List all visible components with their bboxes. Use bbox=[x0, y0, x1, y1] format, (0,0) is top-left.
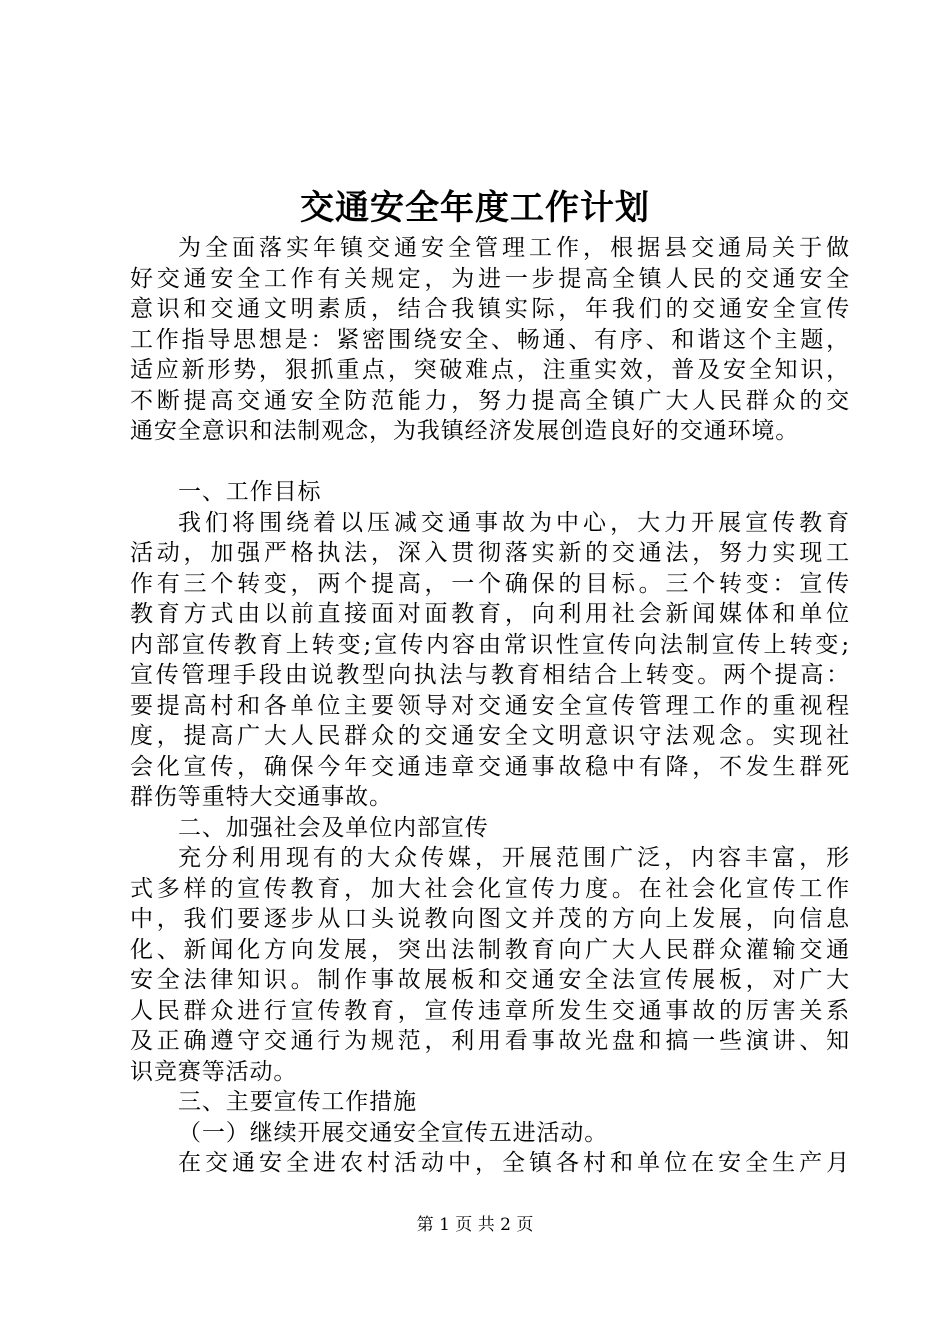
section-heading: 一、工作目标 bbox=[178, 479, 322, 505]
text-line: 作有三个转变，两个提高，一个确保的目标。三个转变：宣传 bbox=[130, 570, 850, 597]
text-line: 及正确遵守交通行为规范，利用看事故光盘和搞一些演讲、知 bbox=[130, 1028, 850, 1054]
text-line: 中，我们要逐步从口头说教向图文并茂的方向上发展，向信息 bbox=[130, 906, 850, 932]
text-line: 在交通安全进农村活动中，全镇各村和单位在安全生产月 bbox=[178, 1150, 850, 1176]
text-line: 意识和交通文明素质，结合我镇实际，年我们的交通安全宣传 bbox=[130, 296, 850, 322]
page-number-footer: 第 1 页 共 2 页 bbox=[416, 1215, 534, 1235]
text-line: 宣传管理手段由说教型向执法与教育相结合上转变。两个提高： bbox=[130, 662, 850, 688]
text-line: 为全面落实年镇交通安全管理工作，根据县交通局关于做 bbox=[178, 235, 850, 261]
text-line: 内部宣传教育上转变;宣传内容由常识性宣传向法制宣传上转变; bbox=[130, 631, 850, 658]
document-title: 交通安全年度工作计划 bbox=[300, 188, 650, 228]
paragraph bbox=[130, 1148, 850, 1179]
text-line: 不断提高交通安全防范能力，努力提高全镇广大人民群众的交 bbox=[130, 387, 850, 414]
text-line: 化、新闻化方向发展，突出法制教育向广大人民群众灌输交通 bbox=[130, 936, 850, 963]
text-line: 充分利用现有的大众传媒，开展范围广泛，内容丰富，形 bbox=[178, 845, 850, 871]
text-line: 识竞赛等活动。 bbox=[130, 1058, 298, 1085]
text-line: 要提高村和各单位主要领导对交通安全宣传管理工作的重视程 bbox=[130, 692, 850, 719]
text-line: 安全法律知识。制作事故展板和交通安全法宣传展板，对广大 bbox=[130, 967, 850, 993]
text-line: 活动，加强严格执法，深入贯彻落实新的交通法，努力实现工 bbox=[130, 540, 850, 566]
text-line: 会化宣传，确保今年交通违章交通事故稳中有降，不发生群死 bbox=[130, 753, 850, 780]
text-line: 通安全意识和法制观念，为我镇经济发展创造良好的交通环境。 bbox=[130, 418, 800, 444]
text-line: 适应新形势，狠抓重点，突破难点，注重实效，普及安全知识， bbox=[130, 357, 850, 383]
section-heading: 二、加强社会及单位内部宣传 bbox=[178, 814, 489, 841]
paragraph bbox=[130, 508, 850, 813]
text-line: 教育方式由以前直接面对面教育，向利用社会新闻媒体和单位 bbox=[130, 601, 850, 627]
text-line: 好交通安全工作有关规定，为进一步提高全镇人民的交通安全 bbox=[130, 265, 850, 292]
document-body bbox=[130, 233, 850, 1179]
blank-line bbox=[130, 447, 850, 478]
text-line: 度，提高广大人民群众的交通安全文明意识守法观念。实现社 bbox=[130, 723, 850, 749]
text-line: 工作指导思想是：紧密围绕安全、畅通、有序、和谐这个主题， bbox=[130, 326, 850, 353]
text-line: 群伤等重特大交通事故。 bbox=[130, 784, 393, 810]
text-line: 人民群众进行宣传教育，宣传违章所发生交通事故的厉害关系 bbox=[130, 997, 850, 1024]
section-heading: 三、主要宣传工作措施 bbox=[178, 1089, 417, 1115]
text-line: 我们将围绕着以压减交通事故为中心，大力开展宣传教育 bbox=[178, 509, 850, 536]
paragraph bbox=[130, 843, 850, 1087]
section-heading: （一）继续开展交通安全宣传五进活动。 bbox=[178, 1119, 609, 1146]
paragraph bbox=[130, 233, 850, 447]
text-line: 式多样的宣传教育，加大社会化宣传力度。在社会化宣传工作 bbox=[130, 875, 850, 902]
